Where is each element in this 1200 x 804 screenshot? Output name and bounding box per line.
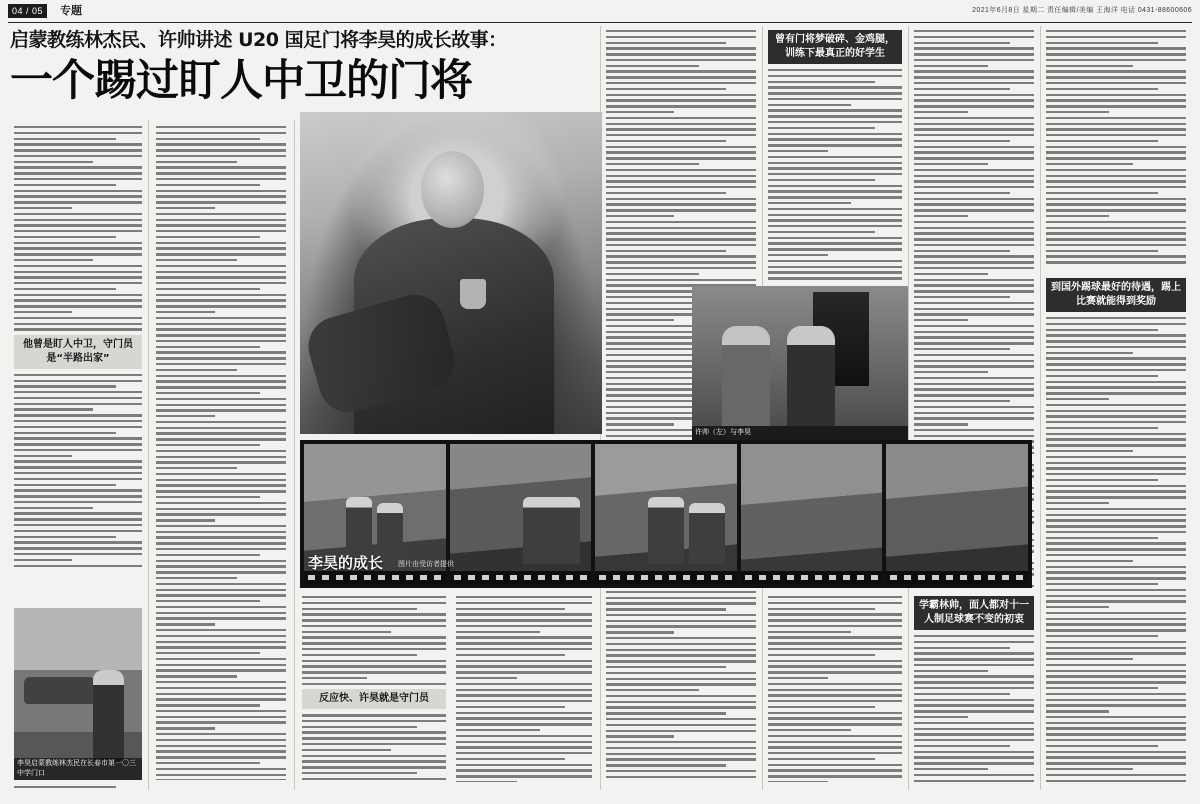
text-column-1 (14, 126, 142, 604)
body-text (14, 786, 142, 792)
body-text (302, 596, 446, 685)
photo-face (421, 151, 484, 228)
photo-street-caption: 李昊启蒙教练林杰民在长春市第一〇三中学门口 (14, 758, 142, 780)
text-column-2 (156, 126, 286, 780)
gallery-photo-4 (741, 444, 883, 584)
text-column-6-top (768, 30, 902, 280)
body-text (156, 126, 286, 780)
film-sprockets (886, 571, 1028, 584)
masthead (8, 4, 1192, 23)
text-column-3 (302, 596, 446, 782)
body-text (456, 596, 592, 782)
body-text (768, 596, 902, 782)
gallery-photo-3 (595, 444, 737, 584)
gallery-figures (461, 486, 580, 564)
text-column-6-bottom (768, 596, 902, 782)
page-number: 04 / 05 (8, 4, 47, 18)
film-sprockets (741, 571, 883, 584)
masthead-date-info: 2021年6月8日 星期二 责任编辑/美编 王海洋 电话 0431-88600606 (972, 7, 1192, 14)
film-sprockets (304, 571, 446, 584)
photo-person (93, 670, 124, 763)
column-divider (148, 120, 149, 790)
photo-two-men (692, 286, 908, 438)
photo-gallery (300, 440, 1032, 588)
gallery-photo-2 (450, 444, 592, 584)
subhead-3: 曾有门将梦破碎、金鸡腿，训练下最真正的好学生 (768, 30, 902, 64)
gallery-subcaption: 图片由受访者提供 (398, 561, 454, 568)
text-column-8-top (1046, 30, 1186, 266)
photo-jersey-badge (460, 279, 486, 309)
film-sprockets (450, 571, 592, 584)
column-divider (1040, 26, 1041, 790)
headline-block (10, 28, 596, 106)
photo-street-scene (14, 608, 142, 780)
body-text (1046, 317, 1186, 782)
page-title: 一个踢过盯人中卫的门将 (10, 56, 472, 106)
film-sprockets (595, 571, 737, 584)
gallery-figures (315, 486, 434, 564)
subhead-1: 他曾是盯人中卫，守门员是“半路出家” (14, 335, 142, 369)
gallery-figures (607, 486, 726, 564)
photo-main-portrait (300, 112, 602, 434)
gallery-caption: 李昊的成长 (308, 554, 384, 572)
gallery-photo-5 (886, 444, 1028, 584)
body-text (1046, 30, 1186, 266)
column-divider (294, 120, 295, 790)
body-text (768, 69, 902, 280)
headline-kicker: 启蒙教练林杰民、许帅讲述 U20 国足门将李昊的成长故事： (10, 29, 507, 51)
body-text (14, 126, 142, 331)
photo-car (24, 677, 98, 705)
text-column-4 (456, 596, 592, 782)
body-text (914, 635, 1034, 782)
section-title: 专题 (60, 4, 82, 17)
gallery-figures (752, 486, 871, 564)
body-text (14, 374, 142, 567)
subhead-5: 学霸林帅，面人都对十一人制足球赛不变的初衷 (914, 596, 1034, 630)
photo-two-men-caption: 许帅（左）与李昊 (692, 426, 908, 440)
text-column-7-bottom (914, 596, 1034, 782)
gallery-figures (898, 486, 1017, 564)
column-divider (908, 26, 909, 790)
subhead-2: 反应快、许昊就是守门员 (302, 689, 446, 709)
photo-person-right (787, 326, 835, 432)
body-text (302, 714, 446, 782)
text-column-8-bottom (1046, 278, 1186, 782)
subhead-6: 到国外踢球最好的待遇，踢上比赛就能得到奖励 (1046, 278, 1186, 312)
photo-person-left (722, 326, 770, 432)
